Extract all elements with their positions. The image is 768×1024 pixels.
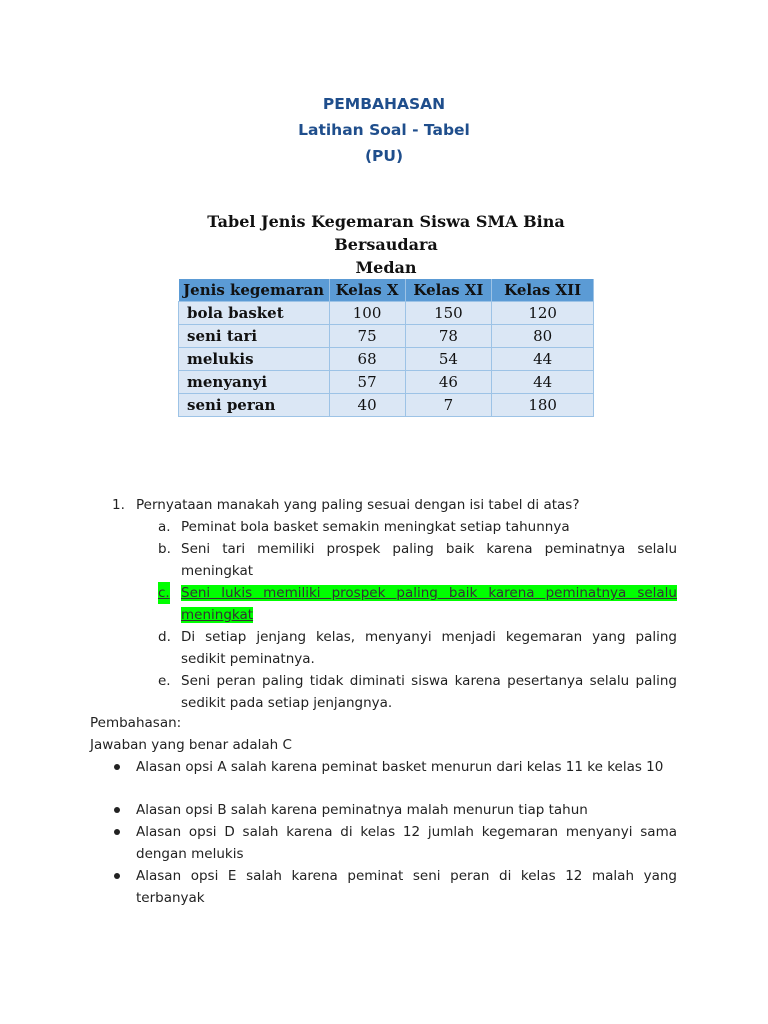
table-cell: 7 <box>405 394 492 417</box>
table-cell: seni peran <box>179 394 330 417</box>
table-cell: 120 <box>492 302 594 325</box>
heading-line-2: Latihan Soal - Tabel <box>298 121 470 139</box>
bullet-icon <box>114 807 120 813</box>
heading-line-3: (PU) <box>364 147 404 165</box>
table-row <box>179 371 594 394</box>
option-text: Seni peran paling tidak diminati siswa karena pesertanya selalu paling sedikit pada setiap jenjangnya. <box>181 673 677 711</box>
explanation-text: Alasan opsi E salah karena peminat seni peran di kelas 12 malah yang terbanyak <box>136 868 677 906</box>
correct-answer-statement: Jawaban yang benar adalah C <box>90 737 292 753</box>
table-cell: 40 <box>329 394 405 417</box>
document-heading <box>0 91 768 169</box>
column-header: Jenis kegemaran <box>179 279 330 302</box>
question-number: 1. <box>112 497 125 513</box>
table-cell: 44 <box>492 348 594 371</box>
table-cell: 57 <box>329 371 405 394</box>
table-cell: 100 <box>329 302 405 325</box>
table-cell: 150 <box>405 302 492 325</box>
column-header: Kelas X <box>329 279 405 302</box>
table-title <box>178 210 594 279</box>
table-header-row <box>179 279 594 302</box>
table-cell: 180 <box>492 394 594 417</box>
column-header: Kelas XII <box>492 279 594 302</box>
table-cell: 44 <box>492 371 594 394</box>
table-cell: menyanyi <box>179 371 330 394</box>
table-row <box>179 302 594 325</box>
table-cell: 75 <box>329 325 405 348</box>
explanation-text: Alasan opsi D salah karena di kelas 12 jumlah kegemaran menyanyi sama dengan melukis <box>136 824 677 862</box>
correct-answer-highlight: Seni lukis memiliki prospek paling baik karena peminatnya selalu meningkat <box>181 585 677 623</box>
option-text: Seni tari memiliki prospek paling baik karena peminatnya selalu meningkat <box>181 541 677 579</box>
table-cell: bola basket <box>179 302 330 325</box>
explanation-text: Alasan opsi A salah karena peminat basket menurun dari kelas 11 ke kelas 10 <box>136 759 664 775</box>
data-table-figure <box>178 210 594 417</box>
bullet-icon <box>114 873 120 879</box>
table-cell: 46 <box>405 371 492 394</box>
option-label: d. <box>158 629 171 645</box>
table-title-line-1: Tabel Jenis Kegemaran Siswa SMA Bina <box>207 212 565 231</box>
table-row <box>179 325 594 348</box>
table-title-line-3: Medan <box>355 258 417 277</box>
table-title-line-2: Bersaudara <box>334 235 438 254</box>
option-text <box>181 582 677 626</box>
option-text: Peminat bola basket semakin meningkat setiap tahunnya <box>181 519 570 535</box>
option-label: c. <box>158 582 170 604</box>
table-cell: 78 <box>405 325 492 348</box>
table-cell: 80 <box>492 325 594 348</box>
option-label: b. <box>158 541 171 557</box>
option-text: Di setiap jenjang kelas, menyanyi menjadi kegemaran yang paling sedikit peminatnya. <box>181 629 677 667</box>
table-row <box>179 394 594 417</box>
bullet-icon <box>114 764 120 770</box>
question-text: Pernyataan manakah yang paling sesuai dengan isi tabel di atas? <box>136 497 580 513</box>
table-row <box>179 348 594 371</box>
table-cell: melukis <box>179 348 330 371</box>
table-cell: 68 <box>329 348 405 371</box>
discussion-heading: Pembahasan: <box>90 715 182 731</box>
heading-line-1: PEMBAHASAN <box>322 95 446 113</box>
table-cell: 54 <box>405 348 492 371</box>
bullet-icon <box>114 829 120 835</box>
option-label: a. <box>158 519 171 535</box>
table-cell: seni tari <box>179 325 330 348</box>
explanation-text: Alasan opsi B salah karena peminatnya malah menurun tiap tahun <box>136 802 588 818</box>
column-header: Kelas XI <box>405 279 492 302</box>
option-label: e. <box>158 673 171 689</box>
hobby-table <box>178 279 594 417</box>
